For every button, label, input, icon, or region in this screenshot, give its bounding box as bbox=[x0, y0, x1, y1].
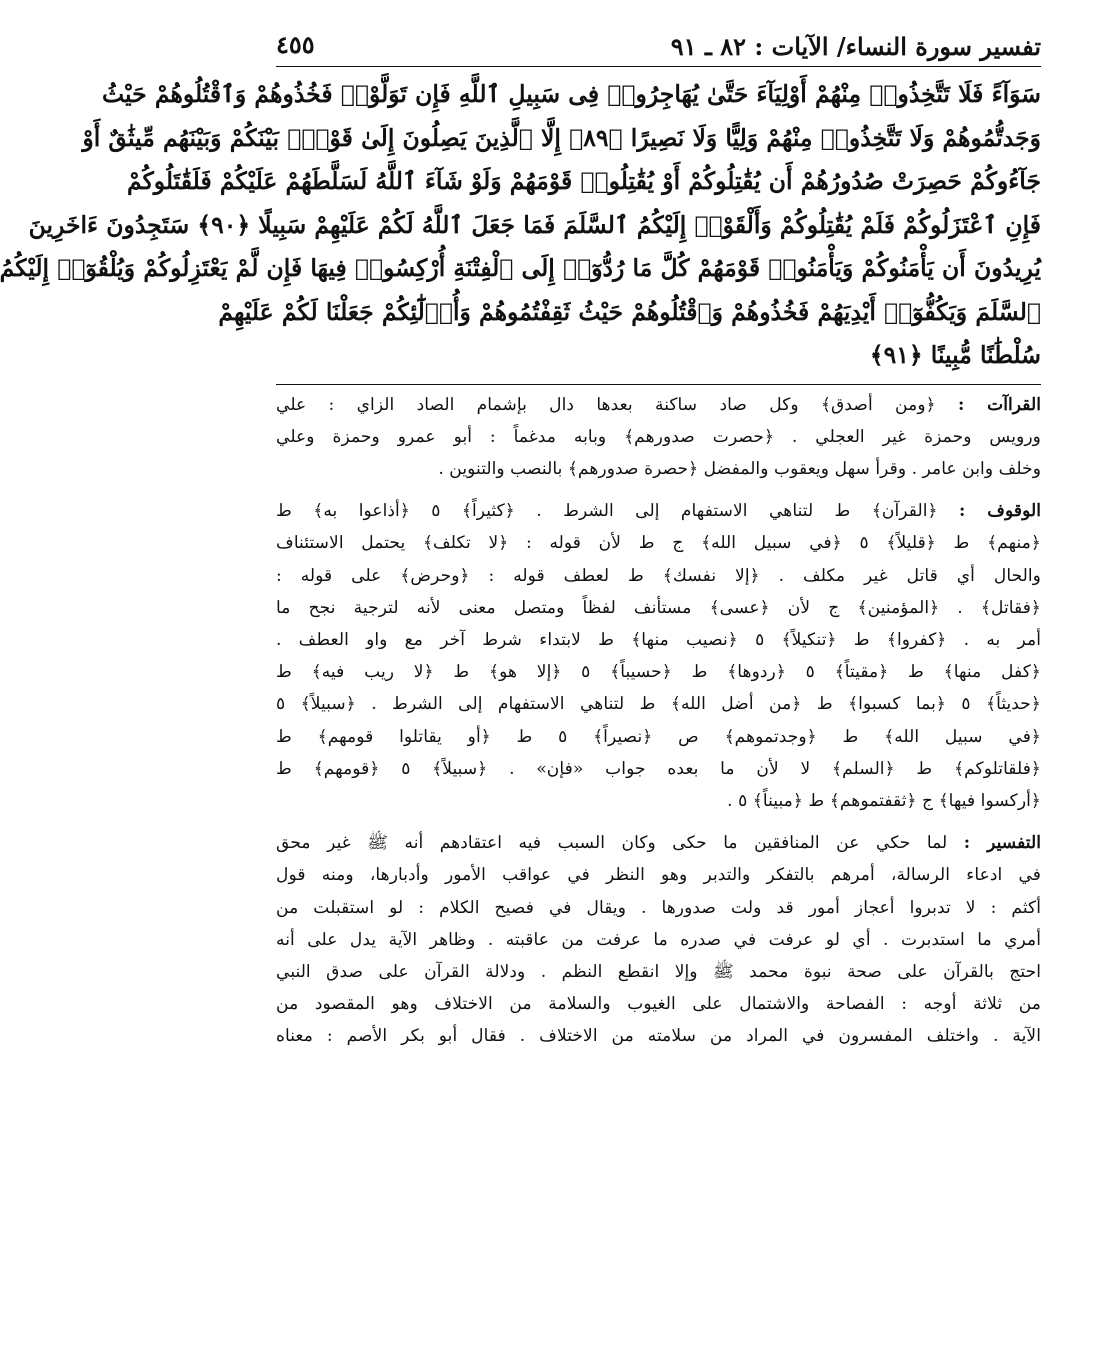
quran-line: سُلْطَٰنًا مُّبِينًا ﴿٩١﴾ bbox=[869, 341, 1041, 369]
tafsir-line: احتج بالقرآن على صحة نبوة محمد ﷺ وإلا انقطع النظم . ودلالة القرآن على صدق النبي bbox=[276, 961, 1041, 982]
tafsir-line: أكثم : لا تدبروا أعجاز أمور قد ولت صدورها . ويقال في فصيح الكلام : لو استقبلت من bbox=[276, 897, 1041, 918]
wuquf-line: ﴿في سبيل الله﴾ ط ﴿وجدتموهم﴾ ص ﴿نصيراً﴾ ٥ ط ﴿أو يقاتلوا قومهم﴾ ط bbox=[276, 726, 1041, 747]
wuquf-line: ﴿منهم﴾ ط ﴿قليلاً﴾ ٥ ﴿في سبيل الله﴾ ج ط لأن قوله : ﴿لا تكلف﴾ يحتمل الاستئناف bbox=[276, 533, 1042, 554]
wuquf-label: الوقوف : bbox=[958, 501, 1041, 522]
wuquf-section bbox=[276, 495, 1041, 817]
qiraat-section bbox=[276, 389, 1041, 486]
tafsir-line: من ثلاثة أوجه : الفصاحة والاشتمال على الغيوب والسلامة من الاختلاف وهو المقصود من bbox=[276, 994, 1041, 1015]
quran-line: جَآءُوكُمْ حَصِرَتْ صُدُورُهُمْ أَن يُقَٰتِلُوكُمْ أَوْ يُقَٰتِلُوا۟ قَوْمَهُمْ وَلَوْ شَآءَ ٱللَّهُ لَسَلَّطَهُمْ عَلَيْكُمْ فَلَقَٰتَلُوكُمْ bbox=[126, 167, 1041, 195]
wuquf-line: ﴿أركسوا فيها﴾ ج ﴿ثقفتموهم﴾ ط ﴿مبيناً﴾ ٥ . bbox=[727, 790, 1041, 811]
spacer bbox=[276, 817, 1041, 827]
tafsir-line: الآية . واختلف المفسرون في المراد من سلامته من الاختلاف . فقال أبو بكر الأصم : معناه bbox=[276, 1026, 1041, 1047]
running-title: تفسير سورة النساء/ الآيات : ٨٢ ـ ٩١ bbox=[670, 32, 1041, 61]
quran-line: وَجَدتُّمُوهُمْ وَلَا تَتَّخِذُوا۟ مِنْهُمْ وَلِيًّا وَلَا نَصِيرًا ﴿٨٩﴾ إِلَّا ٱلَّذِينَ يَصِلُونَ إِلَىٰ قَوْمٍۭ بَيْنَكُمْ وَبَيْنَهُم مِّيثَٰقٌ أَوْ bbox=[82, 123, 1041, 152]
tafsir-label: التفسير : bbox=[963, 833, 1041, 854]
tafsir-section bbox=[276, 827, 1041, 1052]
book-page bbox=[0, 28, 1042, 1371]
wuquf-line: ﴿كفل منها﴾ ط ﴿مقيتاً﴾ ٥ ﴿ردوها﴾ ط ﴿حسيباً﴾ ٥ ﴿إلا هو﴾ ط ﴿لا ريب فيه﴾ ط bbox=[276, 662, 1042, 683]
spacer bbox=[276, 485, 1041, 495]
qiraat-line: وخلف وابن عامر . وقرأ سهل ويعقوب والمفضل ﴿حصرة صدورهم﴾ بالنصب والتنوين . bbox=[438, 458, 1041, 479]
tafsir-line: لما حكي عن المنافقين ما حكى وكان السبب فيه اعتقادهم أنه ﷺ غير محق bbox=[276, 833, 948, 854]
page-header bbox=[276, 28, 1041, 67]
qiraat-label: القراآت : bbox=[957, 394, 1042, 415]
tafsir-line: في ادعاء الرسالة، أمرهم بالتفكر والتدبر وهو النظر في عواقب الأمور وأدبارها، ومنه قول bbox=[276, 865, 1041, 886]
qiraat-line: ﴿ومن أصدق﴾ وكل صاد ساكنة بعدها دال بإشمام الصاد الزاي : علي bbox=[276, 394, 936, 415]
qiraat-line: ورويس وحمزة غير العجلي . ﴿حصرت صدورهم﴾ وبابه مدغماً : أبو عمرو وحمزة وعلي bbox=[276, 426, 1041, 447]
page-number: ٤٥٥ bbox=[276, 30, 315, 59]
quran-line: يُرِيدُونَ أَن يَأْمَنُوكُمْ وَيَأْمَنُوا۟ قَوْمَهُمْ كُلَّ مَا رُدُّوٓا۟ إِلَى ٱلْفِتْنَةِ أُرْكِسُوا۟ فِيهَا فَإِن لَّمْ يَعْتَزِلُوكُمْ وَيُلْقُوٓا۟ إِلَيْكُمُ bbox=[0, 254, 1041, 282]
quran-text-block bbox=[0, 73, 1041, 378]
wuquf-line: ﴿القرآن﴾ ط لتناهي الاستفهام إلى الشرط . ﴿كثيراً﴾ ٥ ﴿أذاعوا به﴾ ط bbox=[276, 501, 938, 522]
wuquf-line: أمر به . ﴿كفروا﴾ ط ﴿تنكيلاً﴾ ٥ ﴿نصيب منها﴾ ط لابتداء شرط آخر مع واو العطف . bbox=[276, 629, 1041, 650]
quran-line: سَوَآءً فَلَا تَتَّخِذُوا۟ مِنْهُمْ أَوْلِيَآءَ حَتَّىٰ يُهَاجِرُوا۟ فِى سَبِيلِ ٱللَّهِ فَإِن تَوَلَّوْا۟ فَخُذُوهُمْ وَٱقْتُلُوهُمْ حَيْثُ bbox=[101, 80, 1041, 108]
quran-line: ٱلسَّلَمَ وَيَكُفُّوٓا۟ أَيْدِيَهُمْ فَخُذُوهُمْ وَٱقْتُلُوهُمْ حَيْثُ ثَقِفْتُمُوهُمْ وَأُو۟لَٰٓئِكُمْ جَعَلْنَا لَكُمْ عَلَيْهِمْ bbox=[218, 297, 1041, 326]
tafsir-line: أمري ما استدبرت . أي لو عرفت في صدره ما عرفت من عاقبته . وظاهر الآية يدل على أنه bbox=[276, 929, 1041, 950]
wuquf-line: ﴿حديثاً﴾ ٥ ﴿بما كسبوا﴾ ط ﴿من أضل الله﴾ ط لتناهي الاستفهام إلى الشرط . ﴿سبيلاً﴾ ٥ bbox=[276, 694, 1042, 715]
quran-line: فَإِنِ ٱعْتَزَلُوكُمْ فَلَمْ يُقَٰتِلُوكُمْ وَأَلْقَوْا۟ إِلَيْكُمُ ٱلسَّلَمَ فَمَا جَعَلَ ٱللَّهُ لَكُمْ عَلَيْهِمْ سَبِيلًا ﴿٩٠﴾ سَتَجِدُونَ ءَاخَرِينَ bbox=[28, 210, 1041, 239]
wuquf-line: ﴿فقاتل﴾ . ﴿المؤمنين﴾ ج لأن ﴿عسى﴾ مستأنف لفظاً ومتصل معنى لأنه لترجية نجح ما bbox=[276, 597, 1041, 618]
wuquf-line: والحال أي قاتل غير مكلف . ﴿إلا نفسك﴾ ط لعطف قوله : ﴿وحرض﴾ على قوله : bbox=[276, 565, 1041, 586]
section-divider bbox=[276, 384, 1041, 385]
wuquf-line: ﴿فلقاتلوكم﴾ ط ﴿السلم﴾ لا لأن ما بعده جواب «فإن» . ﴿سبيلاً﴾ ٥ ﴿قومهم﴾ ط bbox=[276, 758, 1041, 779]
